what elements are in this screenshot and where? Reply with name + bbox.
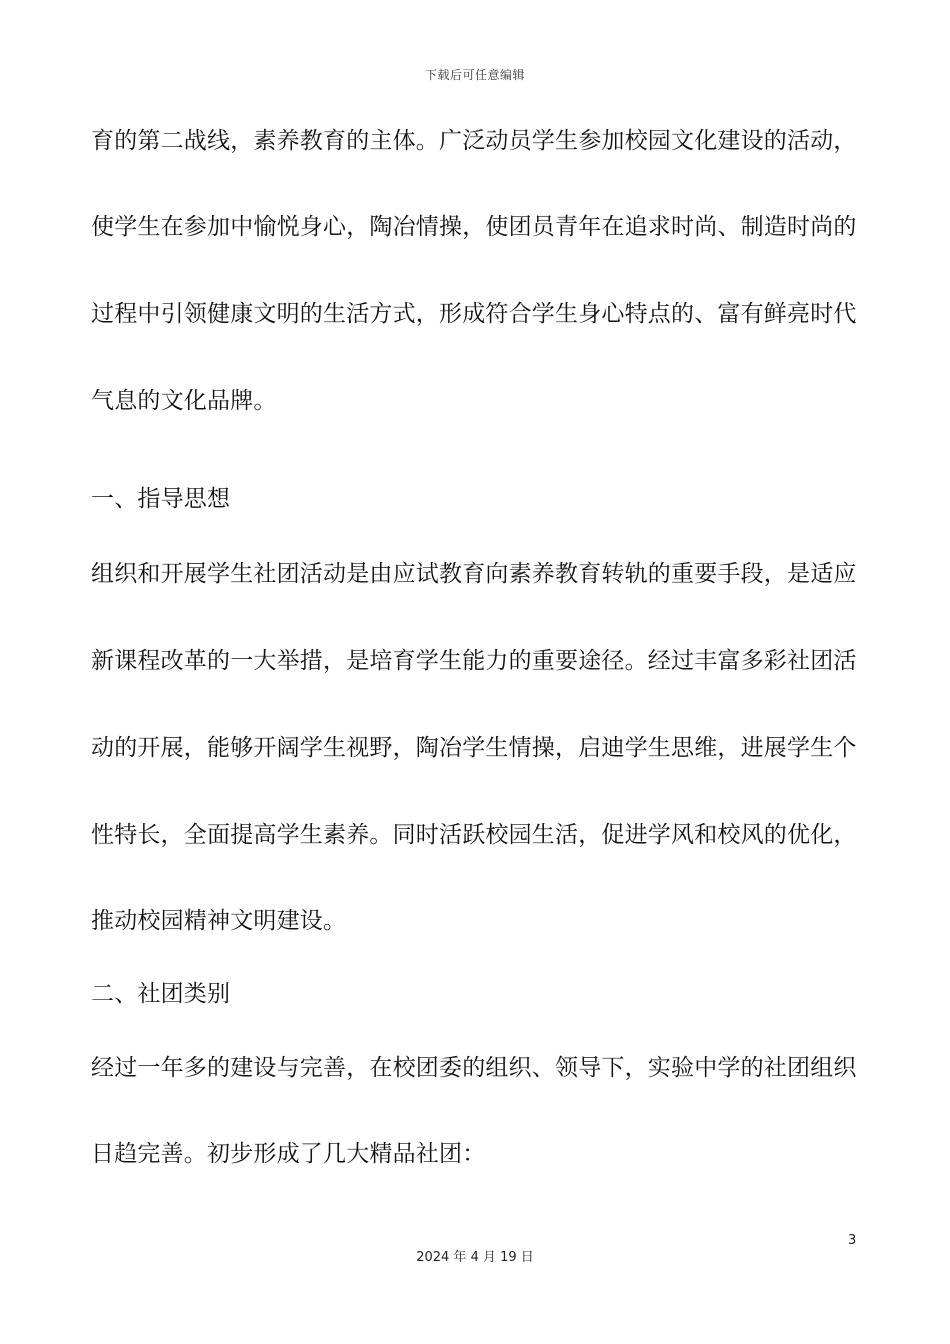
page-header: 下载后可任意编辑 — [424, 68, 525, 82]
paragraph-line-1: 育的第二战线，素养教育的主体。广泛动员学生参加校园文化建设的活动， — [91, 128, 857, 154]
paragraph-line-9: 推动校园精神文明建设。 — [91, 908, 347, 934]
paragraph-line-4: 气息的文化品牌。 — [91, 388, 277, 414]
paragraph-line-2: 使学生在参加中愉悦身心，陶冶情操，使团员青年在追求时尚、制造时尚的 — [91, 214, 857, 240]
paragraph-line-7: 动的开展，能够开阔学生视野，陶冶学生情操，启迪学生思维，进展学生个 — [91, 735, 857, 761]
footer-date: 2024 年 4 月 19 日 — [416, 1250, 534, 1265]
page-number: 3 — [848, 1233, 857, 1248]
section-heading-club-categories: 二、社团类别 — [91, 981, 231, 1007]
paragraph-line-5: 组织和开展学生社团活动是由应试教育向素养教育转轨的重要手段，是适应 — [91, 561, 857, 587]
paragraph-line-3: 过程中引领健康文明的生活方式，形成符合学生身心特点的、富有鲜亮时代 — [91, 301, 857, 327]
paragraph-line-10: 经过一年多的建设与完善，在校团委的组织、领导下，实验中学的社团组织 — [91, 1055, 857, 1081]
paragraph-line-8: 性特长，全面提高学生素养。同时活跃校园生活，促进学风和校风的优化， — [91, 822, 857, 848]
paragraph-line-11: 日趋完善。初步形成了几大精品社团： — [91, 1141, 486, 1167]
section-heading-guiding-thought: 一、指导思想 — [91, 486, 231, 512]
paragraph-line-6: 新课程改革的一大举措，是培育学生能力的重要途径。经过丰富多彩社团活 — [91, 648, 857, 674]
